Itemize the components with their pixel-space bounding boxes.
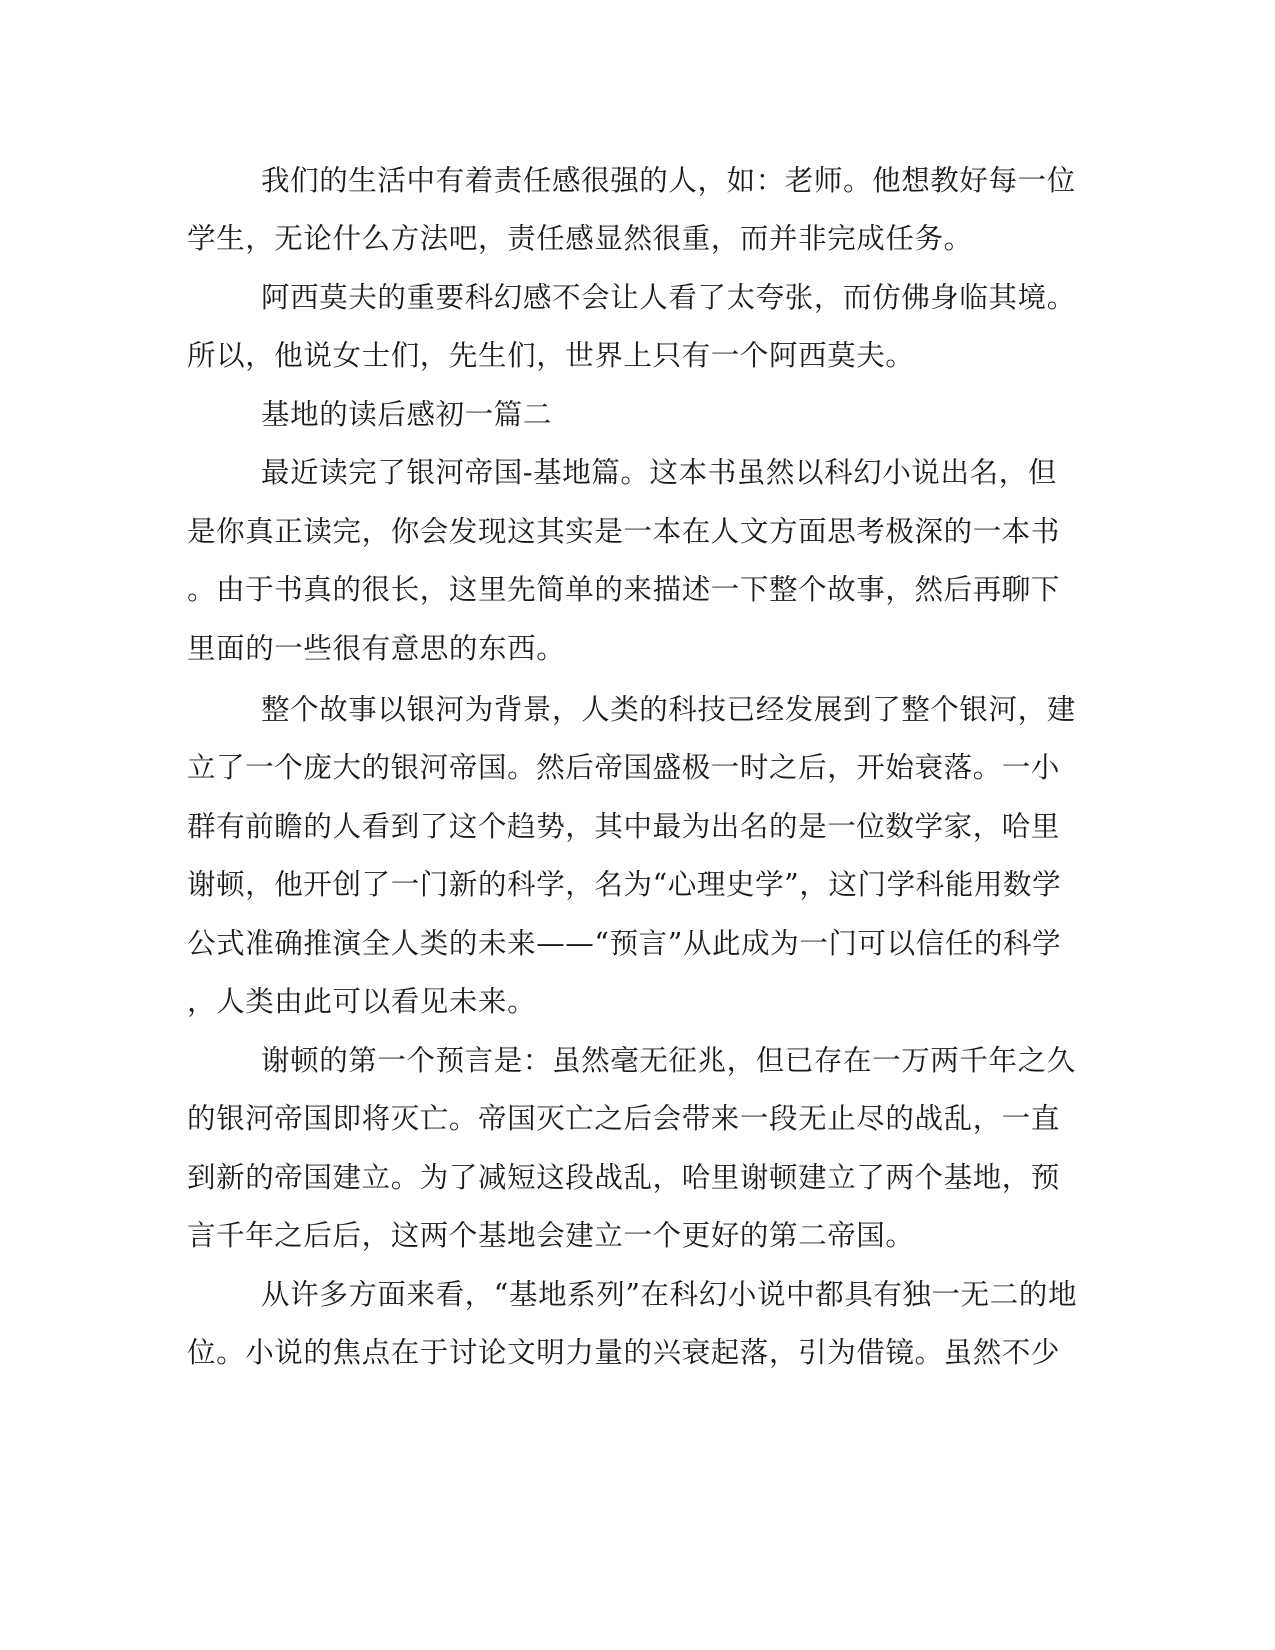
- text-line: 的银河帝国即将灭亡。帝国灭亡之后会带来一段无止尽的战乱，一直: [187, 1102, 1061, 1135]
- text-line: 谢顿的第一个预言是：虽然毫无征兆，但已存在一万两千年之久: [261, 1044, 1076, 1077]
- text-line: 谢顿，他开创了一门新的科学，名为“心理史学”，这门学科能用数学: [187, 868, 1062, 901]
- text-line: 学生，无论什么方法吧，责任感显然很重，而并非完成任务。: [187, 222, 973, 255]
- text-line: 最近读完了银河帝国-基地篇。这本书虽然以科幻小说出名，但: [261, 456, 1057, 489]
- text-line: 是你真正读完，你会发现这其实是一本在人文方面思考极深的一本书: [187, 515, 1061, 548]
- text-line: 到新的帝国建立。为了减短这段战乱，哈里谢顿建立了两个基地，预: [187, 1161, 1061, 1194]
- text-line: 阿西莫夫的重要科幻感不会让人看了太夸张，而仿佛身临其境。: [261, 281, 1076, 314]
- text-line: 位。小说的焦点在于讨论文明力量的兴衰起落，引为借镜。虽然不少: [187, 1336, 1061, 1369]
- text-line: 立了一个庞大的银河帝国。然后帝国盛极一时之后，开始衰落。一小: [187, 751, 1061, 784]
- text-line: 从许多方面来看，“基地系列”在科幻小说中都具有独一无二的地: [261, 1278, 1078, 1311]
- text-line: ，人类由此可以看见未来。: [187, 985, 537, 1018]
- text-line: 整个故事以银河为背景，人类的科技已经发展到了整个银河，建: [261, 693, 1076, 726]
- text-line: 公式准确推演全人类的未来——“预言”从此成为一门可以信任的科学: [187, 927, 1062, 960]
- text-line: 。由于书真的很长，这里先简单的来描述一下整个故事，然后再聊下: [187, 573, 1061, 606]
- text-line: 所以，他说女士们，先生们，世界上只有一个阿西莫夫。: [187, 339, 915, 372]
- text-line: 言千年之后后，这两个基地会建立一个更好的第二帝国。: [187, 1219, 915, 1252]
- text-line: 里面的一些很有意思的东西。: [187, 632, 566, 665]
- section-heading: 基地的读后感初一篇二: [261, 398, 553, 431]
- text-line: 我们的生活中有着责任感很强的人，如：老师。他想教好每一位: [261, 164, 1076, 197]
- text-line: 群有前瞻的人看到了这个趋势，其中最为出名的是一位数学家，哈里: [187, 810, 1061, 843]
